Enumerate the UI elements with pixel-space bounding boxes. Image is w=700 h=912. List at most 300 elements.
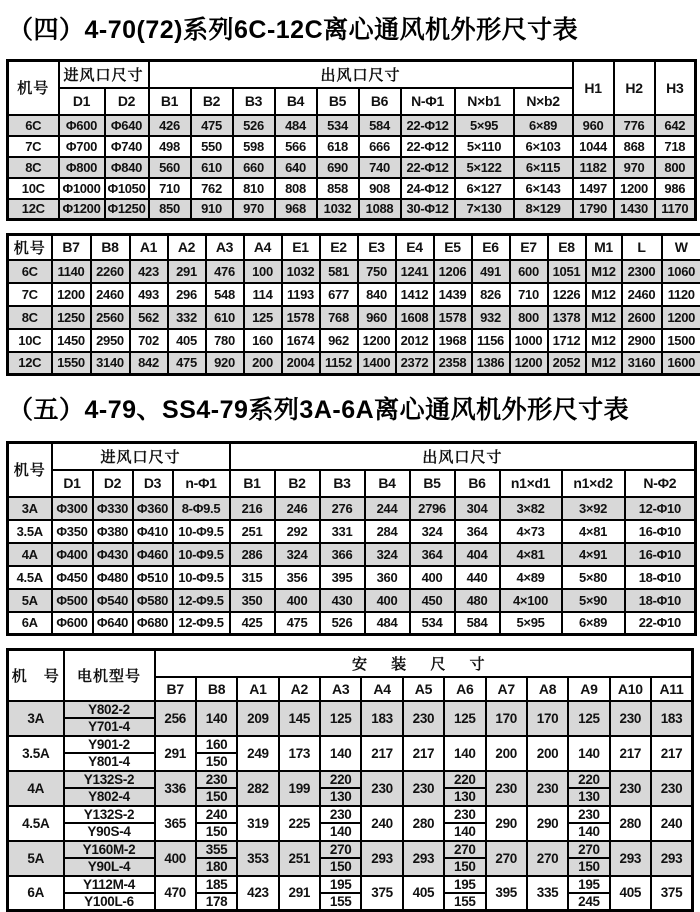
value-cell: 484 <box>365 612 410 635</box>
column-header: A9 <box>568 677 609 701</box>
value-cell: 2460 <box>622 283 662 306</box>
value-cell: 356 <box>275 566 320 589</box>
value-cell: Φ510 <box>133 566 173 589</box>
value-cell: 293 <box>651 841 693 876</box>
value-cell: 768 <box>320 306 358 329</box>
model-cell: 3.5A <box>8 736 64 771</box>
value-cell: 6×103 <box>514 136 573 157</box>
value-cell <box>568 806 609 841</box>
value-cell: 1200 <box>662 306 700 329</box>
model-cell: 3A <box>8 497 52 520</box>
value-cell: 498 <box>149 136 191 157</box>
value-cell: 526 <box>320 612 365 635</box>
model-cell: 4.5A <box>8 806 64 841</box>
value-cell-part: 270 <box>321 842 360 859</box>
value-cell-part: Y90L-4 <box>65 859 154 874</box>
value-cell: 291 <box>168 260 206 283</box>
column-header: B7 <box>52 235 91 260</box>
value-cell: 710 <box>149 178 191 199</box>
value-cell: 475 <box>168 352 206 375</box>
column-header: N-Φ1 <box>401 88 455 115</box>
value-cell: 5×110 <box>455 136 514 157</box>
stacked-values <box>569 772 608 804</box>
column-header: n1×d1 <box>500 470 562 497</box>
value-cell-part: 220 <box>569 772 608 789</box>
value-cell: 100 <box>244 260 282 283</box>
column-header-model: 机号 <box>8 235 52 260</box>
value-cell: 2460 <box>91 283 130 306</box>
value-cell: 480 <box>455 589 500 612</box>
value-cell: 244 <box>365 497 410 520</box>
value-cell: 293 <box>403 841 444 876</box>
value-cell: 7×130 <box>455 199 514 220</box>
value-cell: 230 <box>403 701 444 736</box>
value-cell: Φ600 <box>59 115 105 136</box>
value-cell <box>320 841 361 876</box>
value-cell-part: 270 <box>569 842 608 859</box>
value-cell: 610 <box>191 157 233 178</box>
value-cell: 808 <box>275 178 317 199</box>
value-cell: 1206 <box>434 260 472 283</box>
value-cell: 170 <box>486 701 527 736</box>
value-cell: 1051 <box>548 260 586 283</box>
value-cell: 4×81 <box>562 520 625 543</box>
value-cell: 16-Φ10 <box>625 543 696 566</box>
value-cell: 2900 <box>622 329 662 352</box>
stacked-values <box>197 842 236 874</box>
value-cell <box>568 876 609 911</box>
value-cell: Φ1250 <box>105 199 149 220</box>
column-header: A3 <box>206 235 244 260</box>
value-cell-part: 150 <box>197 754 236 769</box>
table-4-70-outline-dimensions <box>6 59 697 221</box>
value-cell: 800 <box>655 157 696 178</box>
value-cell: Φ640 <box>93 612 133 635</box>
value-cell: 405 <box>168 329 206 352</box>
value-cell: 290 <box>486 806 527 841</box>
value-cell: 584 <box>359 115 401 136</box>
column-header: D2 <box>93 470 133 497</box>
value-cell: 423 <box>237 876 278 911</box>
value-cell: 810 <box>233 178 275 199</box>
value-cell: 1608 <box>396 306 434 329</box>
value-cell: 125 <box>568 701 609 736</box>
value-cell: 230 <box>610 771 651 806</box>
stacked-values <box>65 877 154 909</box>
value-cell: 5×80 <box>562 566 625 589</box>
value-cell: 702 <box>130 329 168 352</box>
value-cell: 640 <box>275 157 317 178</box>
value-cell: 548 <box>206 283 244 306</box>
value-cell: 200 <box>244 352 282 375</box>
value-cell: M12 <box>586 260 622 283</box>
value-cell: 440 <box>455 566 500 589</box>
column-header: B6 <box>455 470 500 497</box>
value-cell: 1200 <box>52 283 91 306</box>
value-cell: 475 <box>275 612 320 635</box>
value-cell-part: 220 <box>445 772 484 789</box>
value-cell-part: Y132S-2 <box>65 772 154 789</box>
model-cell: 5A <box>8 589 52 612</box>
value-cell: 16-Φ10 <box>625 520 696 543</box>
value-cell: Φ380 <box>93 520 133 543</box>
value-cell-part: Y901-2 <box>65 737 154 754</box>
value-cell: 660 <box>233 157 275 178</box>
value-cell: 249 <box>237 736 278 771</box>
value-cell: 125 <box>320 701 361 736</box>
value-cell: 1674 <box>282 329 320 352</box>
value-cell: Φ580 <box>133 589 173 612</box>
column-header: A11 <box>651 677 693 701</box>
table-4-79-motor-install-dimensions <box>6 648 694 912</box>
value-cell: Φ640 <box>105 115 149 136</box>
column-group-outlet: 出风口尺寸 <box>230 443 696 470</box>
value-cell: 534 <box>317 115 359 136</box>
value-cell: 2052 <box>548 352 586 375</box>
value-cell-part: Y100L-6 <box>65 894 154 909</box>
value-cell: 6×143 <box>514 178 573 199</box>
value-cell: 286 <box>230 543 275 566</box>
column-header: B5 <box>410 470 455 497</box>
column-header: B7 <box>155 677 196 701</box>
value-cell-part: 150 <box>197 824 236 839</box>
value-cell: 22-Φ12 <box>401 115 455 136</box>
value-cell: 475 <box>191 115 233 136</box>
value-cell: 18-Φ10 <box>625 566 696 589</box>
model-cell: 12C <box>8 352 52 375</box>
value-cell: 364 <box>455 520 500 543</box>
value-cell: 114 <box>244 283 282 306</box>
value-cell: 270 <box>486 841 527 876</box>
value-cell: 858 <box>317 178 359 199</box>
value-cell: 600 <box>510 260 548 283</box>
value-cell: 1439 <box>434 283 472 306</box>
value-cell-part: Y802-4 <box>65 789 154 804</box>
value-cell: 6×89 <box>514 115 573 136</box>
value-cell: 584 <box>455 612 500 635</box>
value-cell-part: 230 <box>197 772 236 789</box>
value-cell: 400 <box>365 589 410 612</box>
value-cell: 400 <box>410 566 455 589</box>
column-header: N×b2 <box>514 88 573 115</box>
value-cell: 3140 <box>91 352 130 375</box>
value-cell: 293 <box>610 841 651 876</box>
value-cell: 6×115 <box>514 157 573 178</box>
value-cell: 1044 <box>573 136 614 157</box>
motor-model-cell <box>64 841 155 876</box>
column-group-outlet: 出风口尺寸 <box>149 61 573 88</box>
value-cell-part: 220 <box>321 772 360 789</box>
value-cell: Φ680 <box>133 612 173 635</box>
value-cell-part: 155 <box>321 894 360 909</box>
value-cell: 1088 <box>359 199 401 220</box>
stacked-values <box>569 842 608 874</box>
value-cell: Φ460 <box>133 543 173 566</box>
stacked-values <box>65 737 154 769</box>
value-cell: 209 <box>237 701 278 736</box>
value-cell: 240 <box>651 806 693 841</box>
column-header: E6 <box>472 235 510 260</box>
stacked-values <box>197 737 236 769</box>
value-cell: 183 <box>651 701 693 736</box>
value-cell: 350 <box>230 589 275 612</box>
value-cell: 22-Φ12 <box>401 157 455 178</box>
column-header: E8 <box>548 235 586 260</box>
value-cell: 230 <box>610 701 651 736</box>
stacked-values <box>445 772 484 804</box>
value-cell: Φ300 <box>52 497 93 520</box>
value-cell-part: 230 <box>321 807 360 824</box>
value-cell: 1712 <box>548 329 586 352</box>
value-cell: 1170 <box>655 199 696 220</box>
stacked-values <box>445 877 484 909</box>
value-cell: 293 <box>361 841 402 876</box>
value-cell: 1250 <box>52 306 91 329</box>
column-header: A3 <box>320 677 361 701</box>
column-header: B2 <box>191 88 233 115</box>
value-cell-part: 130 <box>321 789 360 804</box>
value-cell: 1200 <box>614 178 655 199</box>
value-cell: 1600 <box>662 352 700 375</box>
value-cell: 1200 <box>510 352 548 375</box>
value-cell: 365 <box>155 806 196 841</box>
value-cell: 251 <box>230 520 275 543</box>
value-cell: 400 <box>275 589 320 612</box>
value-cell: 375 <box>361 876 402 911</box>
value-cell: 125 <box>244 306 282 329</box>
value-cell-part: 150 <box>197 789 236 804</box>
column-header: A7 <box>486 677 527 701</box>
value-cell: 400 <box>155 841 196 876</box>
stacked-values <box>445 842 484 874</box>
value-cell: 22-Φ10 <box>625 612 696 635</box>
value-cell: 1241 <box>396 260 434 283</box>
value-cell: 375 <box>651 876 693 911</box>
value-cell: 217 <box>610 736 651 771</box>
model-cell: 7C <box>8 283 52 306</box>
value-cell: 1790 <box>573 199 614 220</box>
value-cell: 690 <box>317 157 359 178</box>
value-cell: 840 <box>358 283 396 306</box>
value-cell: Φ540 <box>93 589 133 612</box>
value-cell: 4×100 <box>500 589 562 612</box>
value-cell: M12 <box>586 352 622 375</box>
value-cell: 292 <box>275 520 320 543</box>
value-cell-part: 150 <box>445 859 484 874</box>
value-cell: 1497 <box>573 178 614 199</box>
value-cell: M12 <box>586 329 622 352</box>
value-cell-part: 180 <box>197 859 236 874</box>
value-cell: 677 <box>320 283 358 306</box>
value-cell-part: 245 <box>569 894 608 909</box>
motor-model-cell <box>64 736 155 771</box>
table-4-79-outline-dimensions <box>6 441 697 636</box>
value-cell: 642 <box>655 115 696 136</box>
column-header: B3 <box>320 470 365 497</box>
value-cell: 430 <box>320 589 365 612</box>
column-header: D1 <box>52 470 93 497</box>
value-cell: 1182 <box>573 157 614 178</box>
value-cell: 230 <box>527 771 568 806</box>
value-cell: 140 <box>568 736 609 771</box>
value-cell: 8-Φ9.5 <box>173 497 230 520</box>
table-4-70-mounting-dimensions <box>6 233 700 376</box>
model-cell: 4.5A <box>8 566 52 589</box>
column-header: H2 <box>614 61 655 115</box>
model-cell: 5A <box>8 841 64 876</box>
value-cell: 1000 <box>510 329 548 352</box>
value-cell: 284 <box>365 520 410 543</box>
stacked-values <box>569 807 608 839</box>
model-cell: 6C <box>8 260 52 283</box>
column-header: E4 <box>396 235 434 260</box>
value-cell: 230 <box>651 771 693 806</box>
value-cell: 30-Φ12 <box>401 199 455 220</box>
value-cell: 1378 <box>548 306 586 329</box>
column-header: B6 <box>359 88 401 115</box>
value-cell: Φ500 <box>52 589 93 612</box>
value-cell: M12 <box>586 283 622 306</box>
value-cell: 526 <box>233 115 275 136</box>
column-header: E2 <box>320 235 358 260</box>
value-cell: 450 <box>410 589 455 612</box>
value-cell: 423 <box>130 260 168 283</box>
value-cell: 426 <box>149 115 191 136</box>
value-cell: 1120 <box>662 283 700 306</box>
stacked-values <box>197 877 236 909</box>
value-cell: 395 <box>320 566 365 589</box>
value-cell: 1156 <box>472 329 510 352</box>
column-header: L <box>622 235 662 260</box>
value-cell: 968 <box>275 199 317 220</box>
value-cell: 710 <box>510 283 548 306</box>
value-cell <box>320 806 361 841</box>
stacked-values <box>321 842 360 874</box>
value-cell: Φ360 <box>133 497 173 520</box>
stacked-values <box>445 807 484 839</box>
value-cell: 750 <box>358 260 396 283</box>
value-cell-part: 355 <box>197 842 236 859</box>
value-cell: 230 <box>361 771 402 806</box>
value-cell: 800 <box>510 306 548 329</box>
value-cell: 183 <box>361 701 402 736</box>
value-cell: 1578 <box>282 306 320 329</box>
value-cell: 2372 <box>396 352 434 375</box>
value-cell: 3160 <box>622 352 662 375</box>
value-cell <box>196 841 237 876</box>
value-cell: 405 <box>610 876 651 911</box>
value-cell: 296 <box>168 283 206 306</box>
value-cell-part: 130 <box>569 789 608 804</box>
value-cell: 1430 <box>614 199 655 220</box>
column-header: M1 <box>586 235 622 260</box>
column-header-motor-model: 电机型号 <box>64 650 155 701</box>
value-cell: 780 <box>206 329 244 352</box>
value-cell: 960 <box>573 115 614 136</box>
column-header: E5 <box>434 235 472 260</box>
value-cell: 1032 <box>317 199 359 220</box>
column-header: N×b1 <box>455 88 514 115</box>
column-header: A1 <box>130 235 168 260</box>
value-cell: Φ350 <box>52 520 93 543</box>
value-cell <box>444 771 485 806</box>
value-cell: 140 <box>320 736 361 771</box>
column-header: N-Φ2 <box>625 470 696 497</box>
value-cell: 718 <box>655 136 696 157</box>
value-cell: 405 <box>403 876 444 911</box>
value-cell: 1500 <box>662 329 700 352</box>
value-cell: 1550 <box>52 352 91 375</box>
value-cell: 842 <box>130 352 168 375</box>
value-cell: 2950 <box>91 329 130 352</box>
value-cell-part: 155 <box>445 894 484 909</box>
value-cell: 1386 <box>472 352 510 375</box>
value-cell: 1200 <box>358 329 396 352</box>
model-cell: 12C <box>8 199 59 220</box>
value-cell: 1193 <box>282 283 320 306</box>
value-cell-part: 230 <box>569 807 608 824</box>
value-cell: 2300 <box>622 260 662 283</box>
value-cell: 140 <box>444 736 485 771</box>
value-cell-part: 195 <box>569 877 608 894</box>
stacked-values <box>197 772 236 804</box>
model-cell: 4A <box>8 543 52 566</box>
value-cell: 366 <box>320 543 365 566</box>
value-cell: 908 <box>359 178 401 199</box>
model-cell: 3.5A <box>8 520 52 543</box>
value-cell: 2600 <box>622 306 662 329</box>
value-cell: 270 <box>527 841 568 876</box>
value-cell: 24-Φ12 <box>401 178 455 199</box>
value-cell: 3×82 <box>500 497 562 520</box>
value-cell: 200 <box>527 736 568 771</box>
value-cell: 353 <box>237 841 278 876</box>
value-cell: 217 <box>651 736 693 771</box>
column-header: A6 <box>444 677 485 701</box>
value-cell: 1400 <box>358 352 396 375</box>
value-cell: 290 <box>527 806 568 841</box>
value-cell: 960 <box>358 306 396 329</box>
value-cell: 216 <box>230 497 275 520</box>
value-cell-part: 140 <box>569 824 608 839</box>
motor-model-cell <box>64 876 155 911</box>
value-cell: 324 <box>275 543 320 566</box>
column-header-model: 机号 <box>8 61 59 115</box>
column-header: W <box>662 235 700 260</box>
value-cell: 2260 <box>91 260 130 283</box>
value-cell: 1140 <box>52 260 91 283</box>
value-cell: 336 <box>155 771 196 806</box>
value-cell-part: 140 <box>321 824 360 839</box>
value-cell-part: 140 <box>445 824 484 839</box>
value-cell: 618 <box>317 136 359 157</box>
value-cell: 562 <box>130 306 168 329</box>
value-cell: 251 <box>279 841 320 876</box>
value-cell: 470 <box>155 876 196 911</box>
value-cell: 395 <box>486 876 527 911</box>
value-cell: 4×73 <box>500 520 562 543</box>
value-cell: 666 <box>359 136 401 157</box>
value-cell: 332 <box>168 306 206 329</box>
model-cell: 8C <box>8 306 52 329</box>
value-cell-part: Y90S-4 <box>65 824 154 839</box>
value-cell: 12-Φ10 <box>625 497 696 520</box>
value-cell <box>196 876 237 911</box>
value-cell: 920 <box>206 352 244 375</box>
value-cell: 304 <box>455 497 500 520</box>
value-cell: 331 <box>320 520 365 543</box>
column-header: D1 <box>59 88 105 115</box>
